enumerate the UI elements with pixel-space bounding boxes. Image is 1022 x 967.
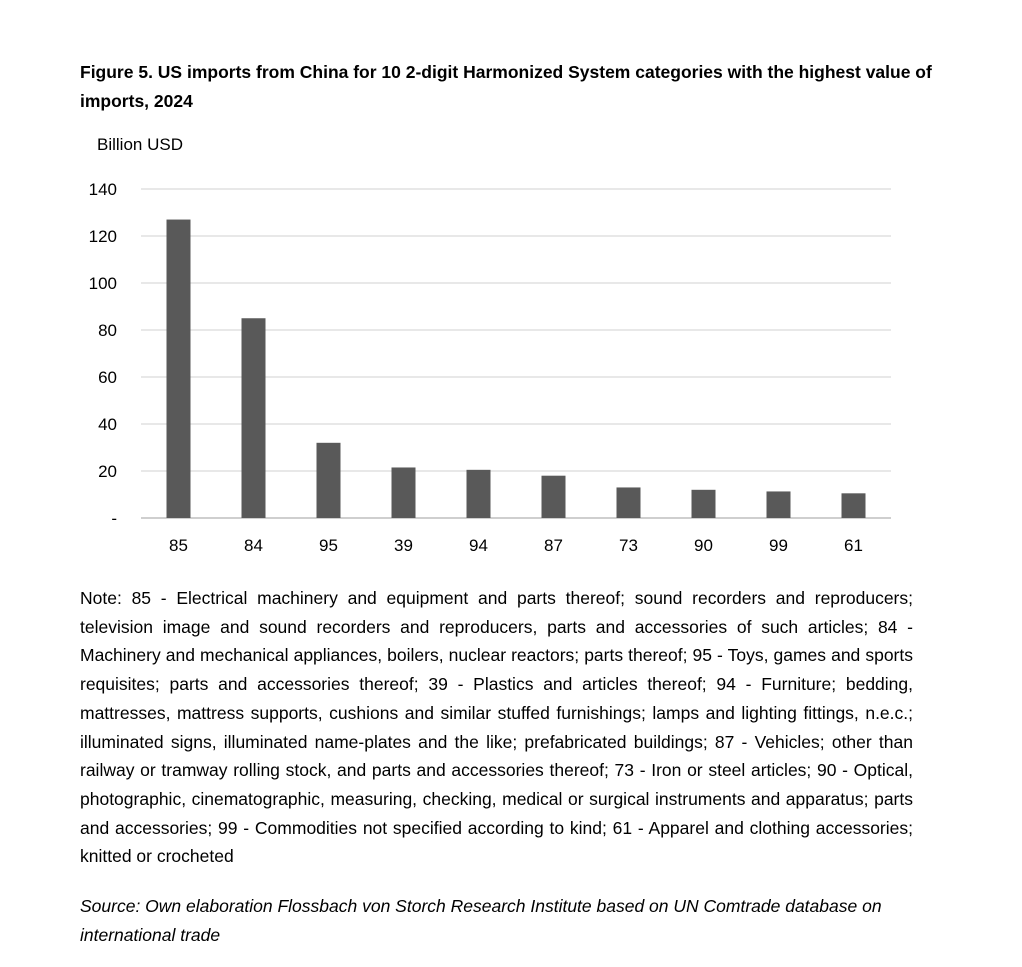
- bar-87: [542, 476, 566, 518]
- x-tick-label: 99: [769, 536, 788, 555]
- y-tick-label: 140: [88, 180, 117, 199]
- y-axis-label: Billion USD: [97, 135, 183, 154]
- x-tick-label: 90: [694, 536, 713, 555]
- y-tick-label: 40: [98, 415, 117, 434]
- y-tick-label: 60: [98, 368, 117, 387]
- x-tick-label: 73: [619, 536, 638, 555]
- x-tick-label: 94: [469, 536, 488, 555]
- bar-95: [317, 443, 341, 518]
- x-tick-label: 87: [544, 536, 563, 555]
- bar-39: [392, 467, 416, 518]
- y-tick-label: 80: [98, 321, 117, 340]
- bar-61: [842, 493, 866, 518]
- y-tick-label: 120: [88, 227, 117, 246]
- bar-73: [617, 487, 641, 518]
- bar-94: [467, 470, 491, 518]
- x-axis-ticks: [169, 536, 863, 555]
- chart-title: Figure 5. US imports from China for 10 2-digit Harmonized System categories with the highest value of imports, 2024: [80, 62, 932, 111]
- y-tick-label: 100: [88, 274, 117, 293]
- chart-note: Note: 85 - Electrical machinery and equipment and parts thereof; sound recorders and reproducers; television image and sound recorders and reproducers, parts and accessories of such articles; 84 - Machinery and mechanical appliances, boilers, nuclear reactors; parts thereof; 95 - Toys, games and sports requisites; parts and accessories thereof; 39 - Plastics and articles thereof; 94 - Furniture; bedding, mattresses, mattress supports, cushions and similar stuffed furnishings; lamps and lighting fittings, n.e.c.; illuminated signs, illuminated name-plates and the like; prefabricated buildings; 87 - Vehicles; other than railway or tramway rolling stock, and parts and accessories thereof; 73 - Iron or steel articles; 90 - Optical, photographic, cinematographic, measuring, checking, medical or surgical instruments and apparatus; parts and accessories; 99 - Commodities not specified according to kind; 61 - Apparel and clothing accessories; knitted or crocheted: [80, 588, 913, 867]
- bar-90: [692, 490, 716, 518]
- x-tick-label: 61: [844, 536, 863, 555]
- bar-99: [767, 491, 791, 518]
- x-tick-label: 39: [394, 536, 413, 555]
- y-tick-label: -: [111, 509, 117, 528]
- y-axis-ticks: [89, 180, 117, 528]
- y-tick-label: 20: [98, 462, 117, 481]
- x-tick-label: 95: [319, 536, 338, 555]
- bar-85: [167, 220, 191, 518]
- chart-source: Source: Own elaboration Flossbach von Storch Research Institute based on UN Comtrade database on international trade: [80, 896, 882, 945]
- bars: [167, 220, 866, 518]
- bar-84: [242, 318, 266, 518]
- x-tick-label: 85: [169, 536, 188, 555]
- x-tick-label: 84: [244, 536, 263, 555]
